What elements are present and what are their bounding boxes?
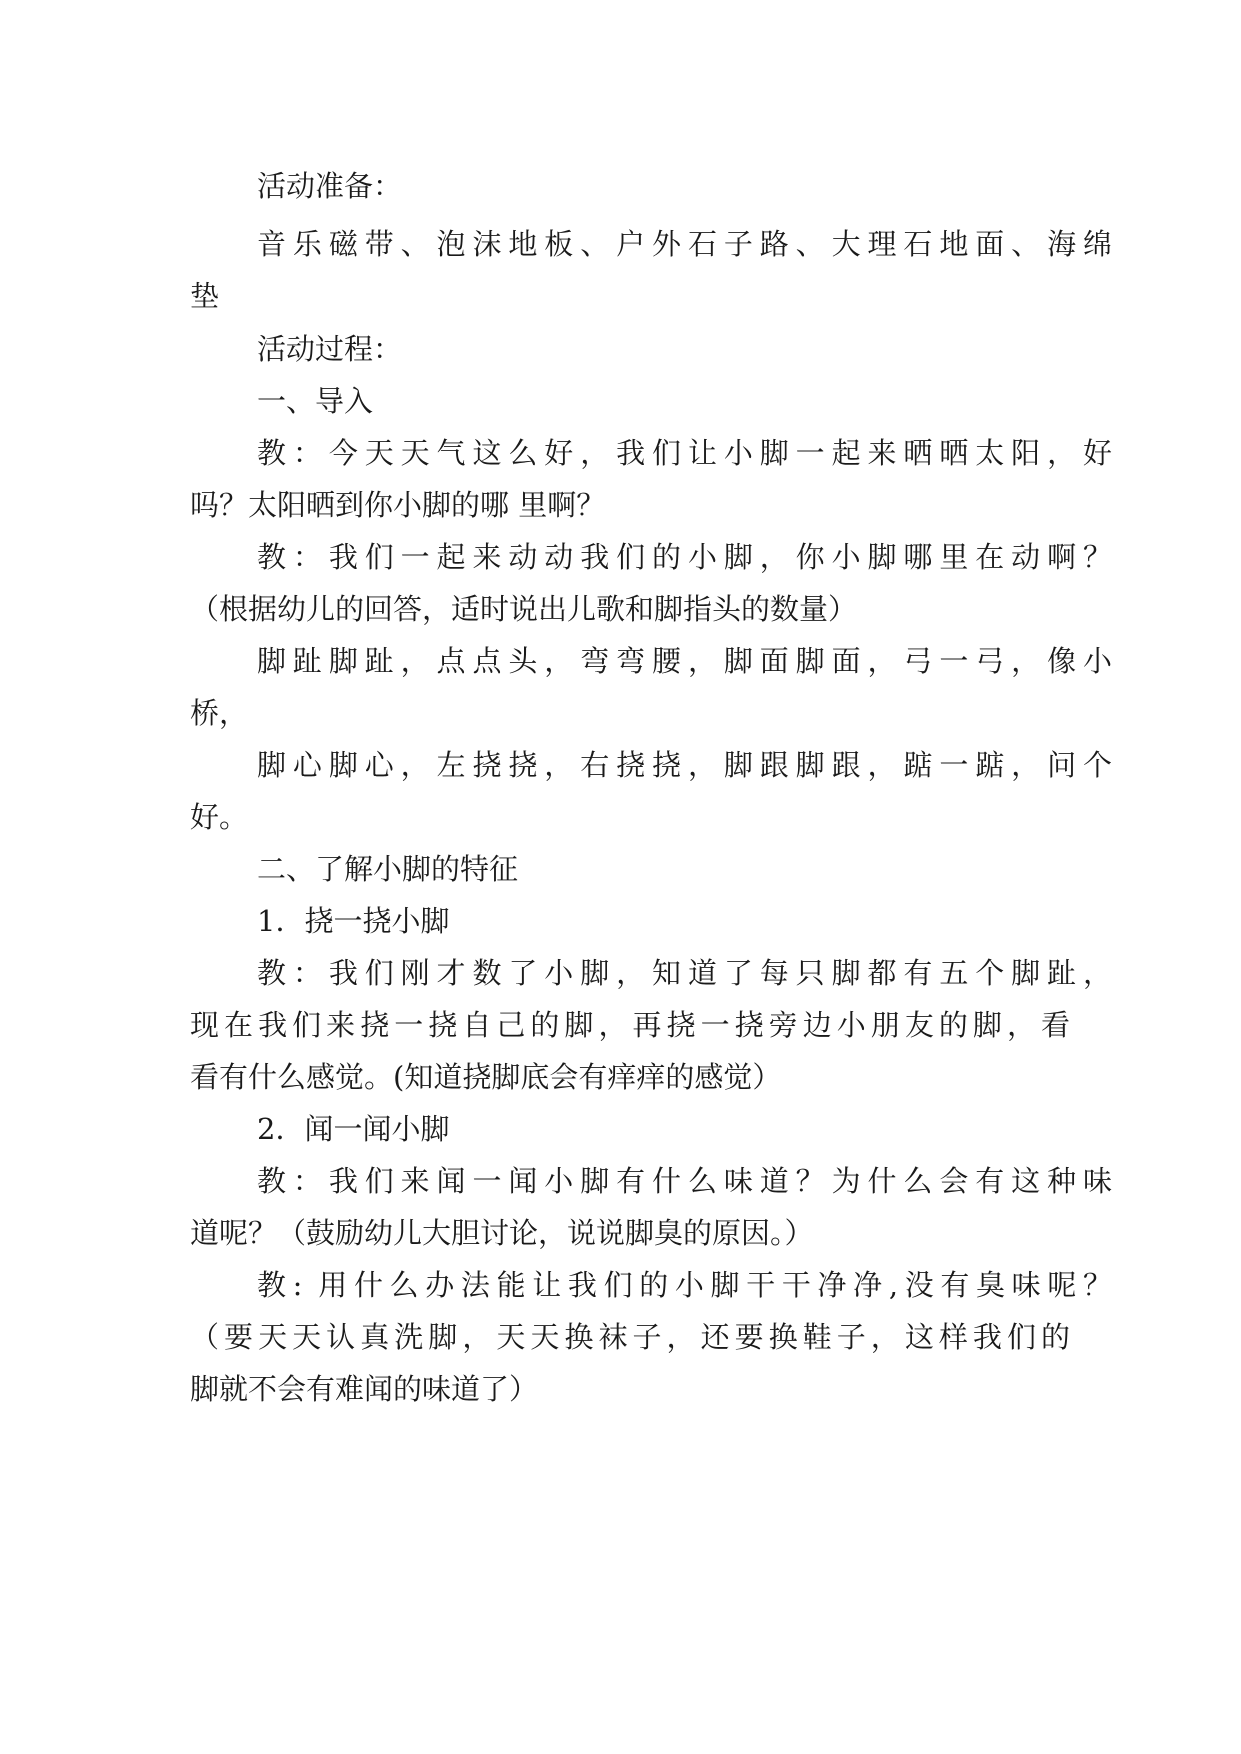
subheading-tickle-feet: 1．挠一挠小脚 [257,904,450,938]
rhyme-line: 桥， [190,696,249,730]
paragraph-line: 教: 用什么办法能让我们的小脚干干净净,没有臭味呢？ [257,1268,1112,1302]
subheading-smell-feet: 2．闻一闻小脚 [257,1112,450,1146]
paragraph-line: 道呢？（鼓励幼儿大胆讨论，说说脚臭的原因。） [190,1216,814,1250]
section-heading-foot-features: 二、了解小脚的特征 [257,852,519,886]
paragraph-line: 看有什么感觉。(知道挠脚底会有痒痒的感觉） [190,1060,782,1094]
paragraph-line: 脚就不会有难闻的味道了） [190,1372,539,1406]
paragraph-line: （要天天认真洗脚，天天换袜子，还要换鞋子，这样我们的 [190,1320,1070,1354]
rhyme-line: 脚心脚心，左挠挠，右挠挠，脚跟脚跟，踮一踮，问个 [257,748,1112,782]
paragraph-line: （根据幼儿的回答，适时说出儿歌和脚指头的数量） [190,592,858,626]
paragraph-line: 现在我们来挠一挠自己的脚，再挠一挠旁边小朋友的脚，看 [190,1008,1070,1042]
heading-activity-process: 活动过程： [257,332,403,366]
paragraph-line: 音乐磁带、泡沫地板、户外石子路、大理石地面、海绵 [257,227,1112,261]
rhyme-line: 好。 [190,800,249,834]
paragraph-line: 教：我们来闻一闻小脚有什么味道？为什么会有这种味 [257,1164,1112,1198]
paragraph-line: 教：今天天气这么好，我们让小脚一起来晒晒太阳，好 [257,436,1112,470]
paragraph-line: 教：我们一起来动动我们的小脚，你小脚哪里在动啊？ [257,540,1112,574]
paragraph-line: 教：我们刚才数了小脚，知道了每只脚都有五个脚趾， [257,956,1112,990]
paragraph-line: 吗？太阳晒到你小脚的哪 里啊？ [190,488,606,522]
heading-activity-preparation: 活动准备： [257,169,403,203]
rhyme-line: 脚趾脚趾，点点头，弯弯腰，脚面脚面，弓一弓，像小 [257,644,1112,678]
section-heading-intro: 一、导入 [257,384,374,418]
paragraph-line: 垫 [190,279,220,313]
